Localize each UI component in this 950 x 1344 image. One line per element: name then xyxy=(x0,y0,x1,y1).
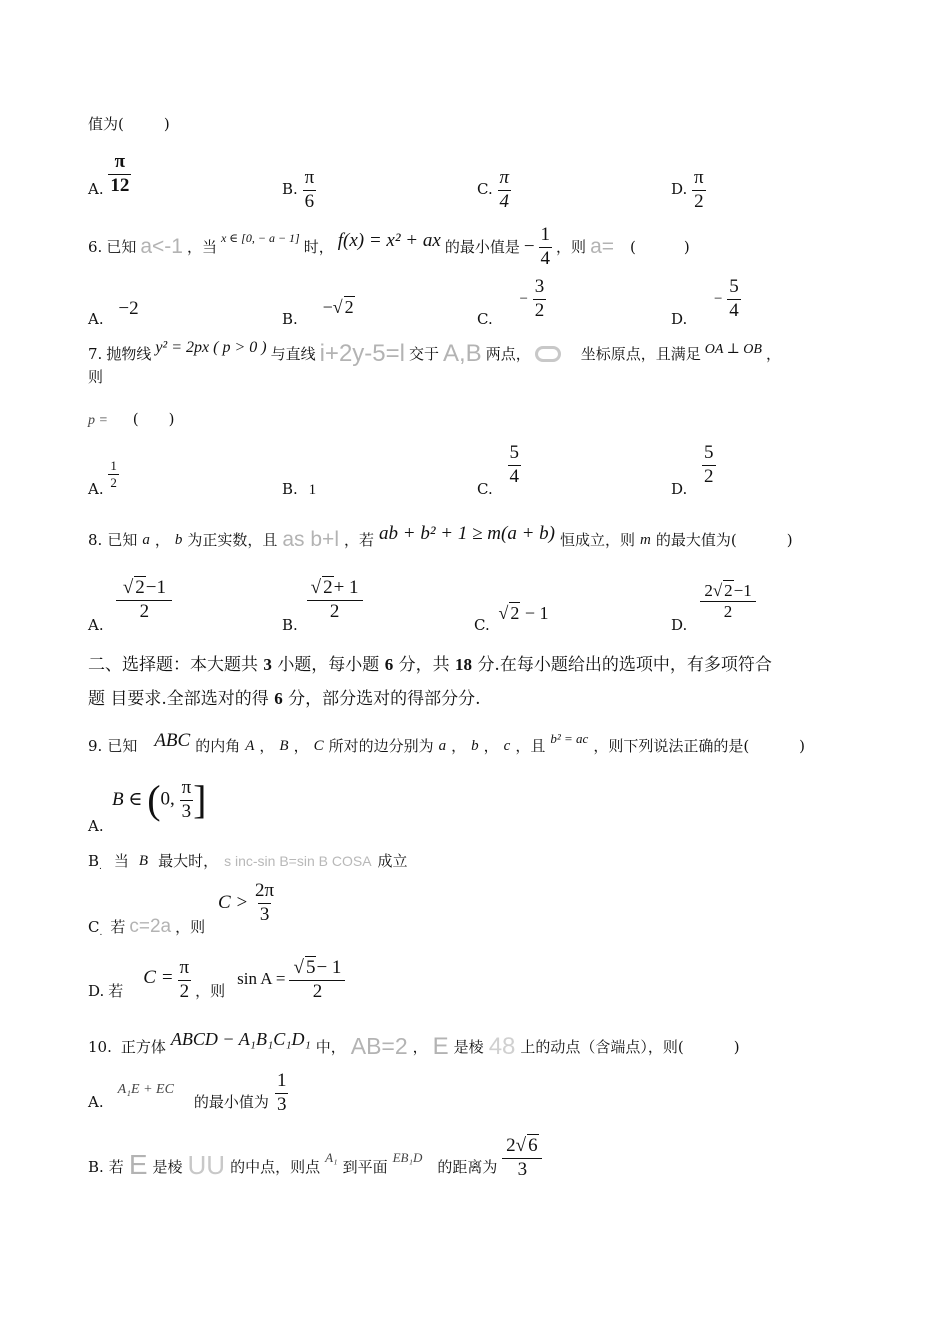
section2-heading-line2: 题 目要求.全部选对的得 6 分，部分选对的得部分分. xyxy=(88,689,481,709)
q6-option-c-value: $\frac{3}{2}$ xyxy=(534,276,545,321)
q9-option-a: A. xyxy=(88,817,104,835)
section2-heading-line1: 二、选择题：本大题共 3 小题，每小题 6 分，共 18 分.在每小题给出的选项中，有多项符合 xyxy=(88,655,772,675)
q9-triangle: ABC xyxy=(154,729,191,751)
q8-stem: 8. 已知 a ， b 为正实数，且 as b+l ，若 ab + b² + 1 ≥ m(a + b) 恒成立，则 m 的最大值为( ) xyxy=(88,522,793,552)
q7-option-c-value: $\frac{5}{4}$ xyxy=(509,442,519,487)
q7-stem-line2: 则 xyxy=(88,368,104,386)
q8-option-c: C. √ 2 − 1 xyxy=(474,603,549,634)
q6-min-value: $\frac{1}{4}$ xyxy=(540,223,551,269)
q6-domain: x ∈ [0, − a − 1] xyxy=(220,230,300,245)
q9-option-a-expr: B ∈ (0, $\frac{\pi}{3}$ ] xyxy=(112,776,207,822)
q5-option-b-value: $\frac{\pi}{6}$ xyxy=(304,166,315,212)
q5-option-d-value: $\frac{\pi}{2}$ xyxy=(694,166,704,212)
q9-c-ghost-condition: c=2a xyxy=(129,916,172,937)
q8-option-b-value: $\frac{√ 2+ 1}{2}$ xyxy=(307,576,363,624)
q8-ghost-condition: as b+l xyxy=(282,528,339,552)
q9-condition: b² = ac xyxy=(550,731,589,747)
q9-option-b: B . 当 B 最大时， s inc-sin B=sin B COSA 成立 xyxy=(88,852,408,872)
q5-option-a: A. $\frac{\pi}{12}$ xyxy=(88,151,130,198)
q6-option-b-value: −√ 2 xyxy=(322,297,354,317)
q10-option-a: A. A₁E + EC 的最小值为 $\frac{1}{3}$ xyxy=(88,1070,287,1115)
q10-ghost-edge: 48 xyxy=(488,1032,516,1060)
q8-option-d-value: $\frac{2√ 2-1}{2}$ xyxy=(700,580,756,623)
q6-option-c: C. − $\frac{3}{2}$ xyxy=(477,276,545,328)
q5-stem-tail: 值为( ) xyxy=(88,115,170,133)
origin-circle-icon xyxy=(535,346,561,362)
q8-option-c-value: √ 2 − 1 xyxy=(498,603,549,623)
q8-option-a: A. $\frac{√ 2-1}{2}$ xyxy=(88,576,172,634)
q7-option-b: B. 1 xyxy=(282,480,317,498)
q8-option-b: B. $\frac{√ 2+ 1}{2}$ xyxy=(282,576,363,634)
q5-option-c: C. $\frac{\pi}{4}$ xyxy=(477,166,510,212)
q7-option-a-value: $\frac{1}{2}$ xyxy=(110,458,117,490)
q10-ghost-ab: AB=2 xyxy=(350,1033,408,1060)
q7-parabola: y² = 2px ( p > 0 ) xyxy=(155,339,267,357)
q5-option-b: B. $\frac{\pi}{6}$ xyxy=(282,166,315,212)
q6-option-d-value: $\frac{5}{4}$ xyxy=(729,276,739,321)
q7-stem: 7. 抛物线 y² = 2px ( p > 0 ) 与直线 i+2y-5=l 交于 A,B 两点， 坐标原点，且满足 OA ⊥ OB ， xyxy=(88,339,781,367)
q7-ghost-line: i+2y-5=l xyxy=(319,339,405,367)
q6-option-a: A. −2 xyxy=(88,298,139,328)
q9-stem: 9. 已知 ABC 的内角 A ， B ， C 所对的边分别为 a ， b ， c ，且 b² = ac ，则下列说法正确的是( ) xyxy=(88,729,806,755)
q6-function: f(x) = x² + ax xyxy=(337,229,441,251)
q7-ghost-ab: A,B xyxy=(443,339,482,367)
q5-option-d: D. $\frac{\pi}{2}$ xyxy=(671,166,704,212)
q5-option-c-value: $\frac{\pi}{4}$ xyxy=(499,166,510,212)
q7-option-a: A. $\frac{1}{2}$ xyxy=(88,458,117,498)
q6-option-d: D. − $\frac{5}{4}$ xyxy=(671,276,739,328)
q7-stem-line3: p = ( ) xyxy=(88,410,175,428)
q5-option-a-value: $\frac{\pi}{12}$ xyxy=(110,151,130,197)
q8-inequality: ab + b² + 1 ≥ m(a + b) xyxy=(379,522,555,544)
q9-option-d: D. 若 C = $\frac{\pi}{2}$ ，则 sin A = $\frac{√ 5- 1}{2}$ xyxy=(88,956,345,1004)
q10-ghost-e: E xyxy=(432,1032,449,1060)
q7-option-d-value: $\frac{5}{2}$ xyxy=(704,442,714,487)
q8-option-d: D. $\frac{2√ 2-1}{2}$ xyxy=(671,580,756,634)
q9-option-c: C . 若 c=2a ，则 xyxy=(88,916,206,938)
q10-option-b: B. 若 E 是棱 UU 的中点，则点 A₁ 到平面 EB₁D 的距离为 $\frac{2√ 6}{3}$ xyxy=(88,1134,542,1186)
q6-ghost-condition: a<-1 xyxy=(140,235,183,259)
q8-option-a-value: $\frac{√ 2-1}{2}$ xyxy=(116,576,172,624)
q7-option-d: D. $\frac{5}{2}$ xyxy=(671,442,714,498)
q7-option-c: C. $\frac{5}{4}$ xyxy=(477,442,519,498)
q10-stem: 10. 正方体 ABCD − A₁B₁C₁D₁ 中， AB=2 ， E 是棱 48 上的动点（含端点），则( ) xyxy=(88,1029,740,1060)
q6-option-b: B. −√ 2 xyxy=(282,297,354,328)
q6-ghost-a: a= xyxy=(590,235,615,259)
q6-stem: 6. 已知 a<-1 ，当 x ∈ [0, − a − 1] 时， f(x) = x² + ax 的最小值是 − $\frac{1}{4}$ ，则 a= ( ) xyxy=(88,223,690,269)
q7-perpendicular: OA ⊥ OB xyxy=(704,341,762,357)
q9-option-c-expr: C > $\frac{2\pi}{3}$ xyxy=(218,880,275,925)
q10-cube: ABCD − A₁B₁C₁D₁ xyxy=(170,1029,311,1050)
q9-b-ghost-formula: s inc-sin B=sin B COSA xyxy=(224,853,372,869)
